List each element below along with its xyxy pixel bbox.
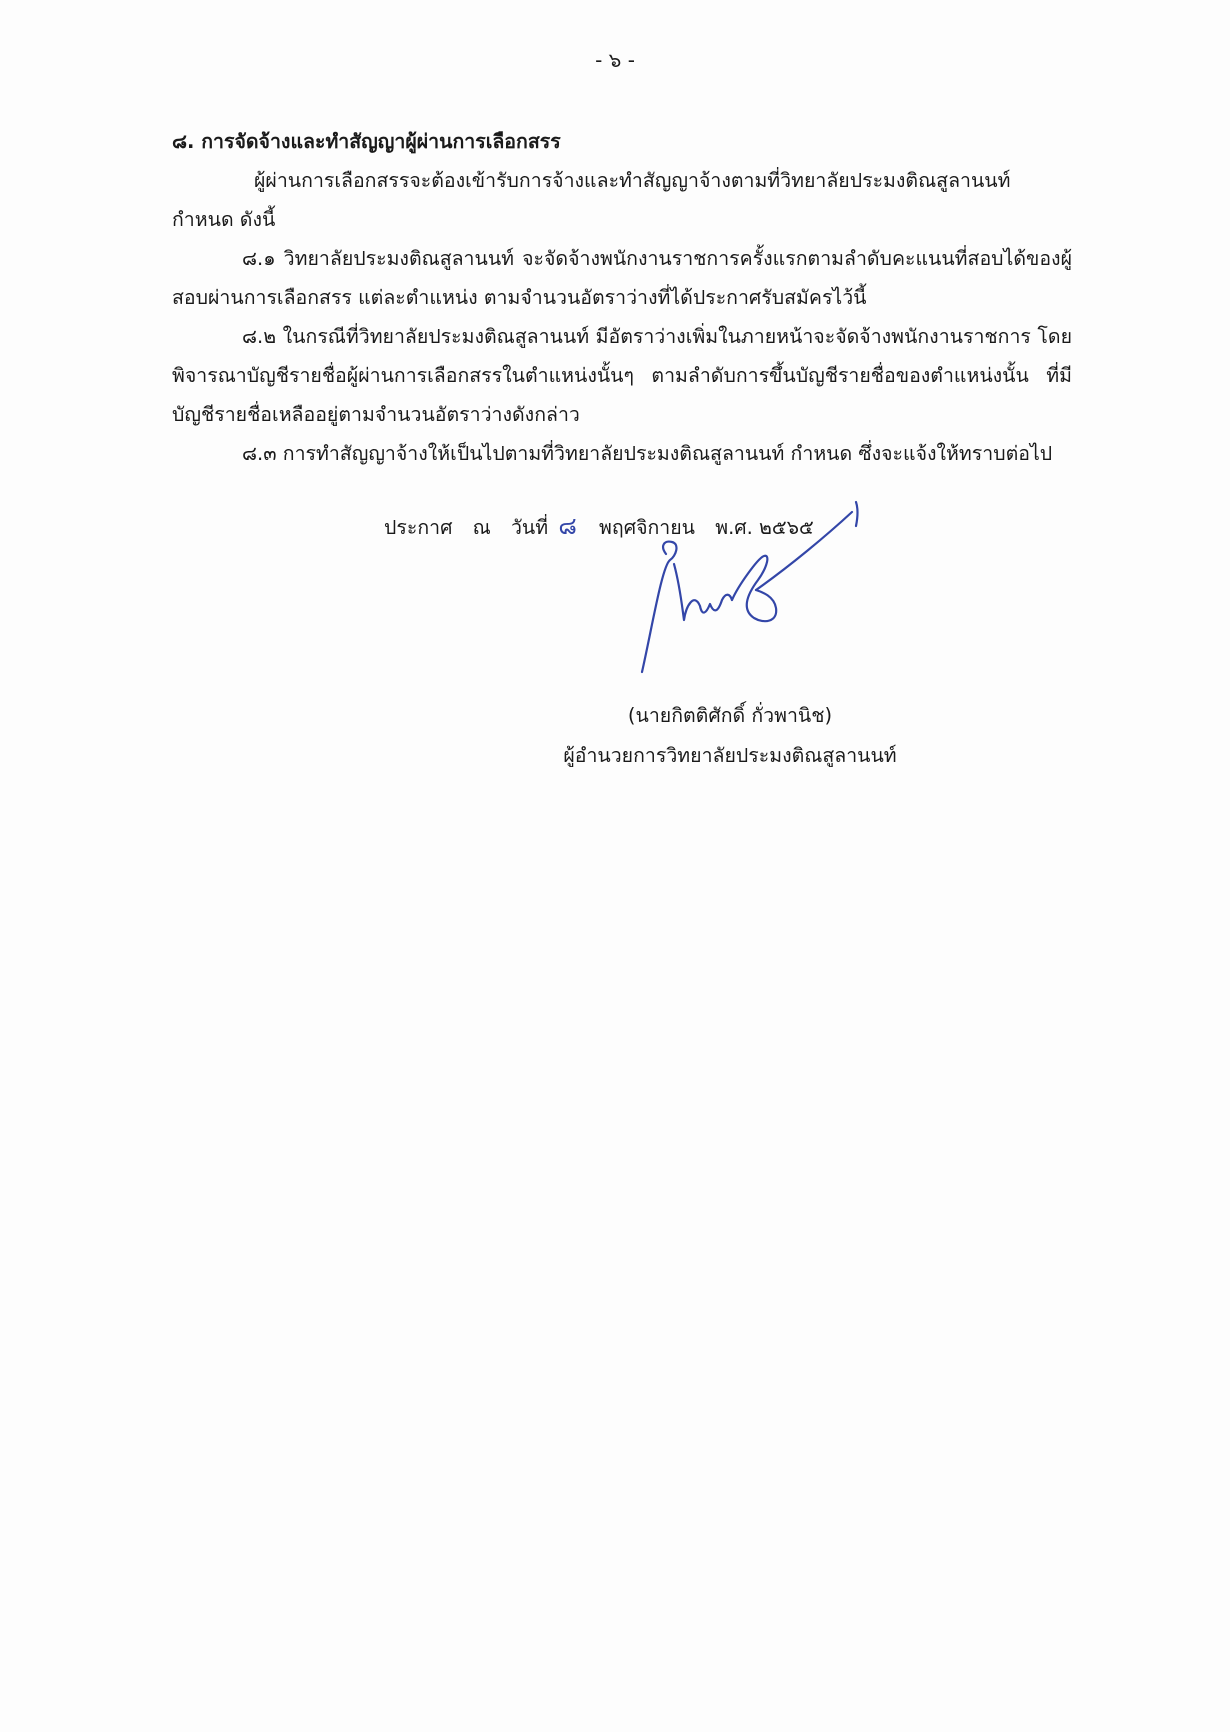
announce-day-label: วันที่ — [510, 516, 549, 539]
section-heading: ๘. การจัดจ้างและทำสัญญาผู้ผ่านการเลือกสรร — [172, 130, 561, 153]
section-intro: ผู้ผ่านการเลือกสรรจะต้องเข้ารับการจ้างและทำสัญญาจ้างตามที่วิทยาลัยประมงติณสูลานนท์ กำหนด ดังนี้ — [172, 169, 1011, 231]
list-item: ๘.๑ วิทยาลัยประมงติณสูลานนท์ จะจัดจ้างพนักงานราชการครั้งแรกตามลำดับคะแนนที่สอบได้ของผู้สอบผ่านการเลือกสรร แต่ละตำแหน่ง ตามจำนวนอัตราว่างที่ได้ประกาศรับสมัครไว้นี้ — [172, 247, 1072, 309]
document-body — [172, 122, 1072, 473]
signer-title: ผู้อำนวยการวิทยาลัยประมงติณสูลานนท์ — [563, 744, 897, 767]
handwritten-signature — [630, 496, 920, 686]
signer-name: (นายกิตติศักดิ์ กั่วพานิช) — [627, 704, 833, 727]
list-item: ๘.๓ การทำสัญญาจ้างให้เป็นไปตามที่วิทยาลัยประมงติณสูลานนท์ กำหนด ซึ่งจะแจ้งให้ทราบต่อไป — [242, 442, 1053, 465]
announce-prefix: ประกาศ — [384, 516, 453, 539]
announce-year: พ.ศ. ๒๕๖๕ — [715, 516, 814, 539]
list-item: ๘.๒ ในกรณีที่วิทยาลัยประมงติณสูลานนท์ มีอัตราว่างเพิ่มในภายหน้าจะจัดจ้างพนักงานราชการ โดยพิจารณาบัญชีรายชื่อผู้ผ่านการเลือกสรรในตำแหน่งนั้นๆ ตามลำดับการขึ้นบัญชีรายชื่อของตำแหน่งนั้น ที่มีบัญชีรายชื่อเหลืออยู่ตามจำนวนอัตราว่างดังกล่าว — [172, 325, 1072, 426]
page-number: - ๖ - — [595, 48, 635, 72]
announce-day: ๘ — [558, 512, 577, 540]
announce-at: ณ — [472, 516, 491, 539]
announce-month: พฤศจิกายน — [599, 516, 696, 539]
